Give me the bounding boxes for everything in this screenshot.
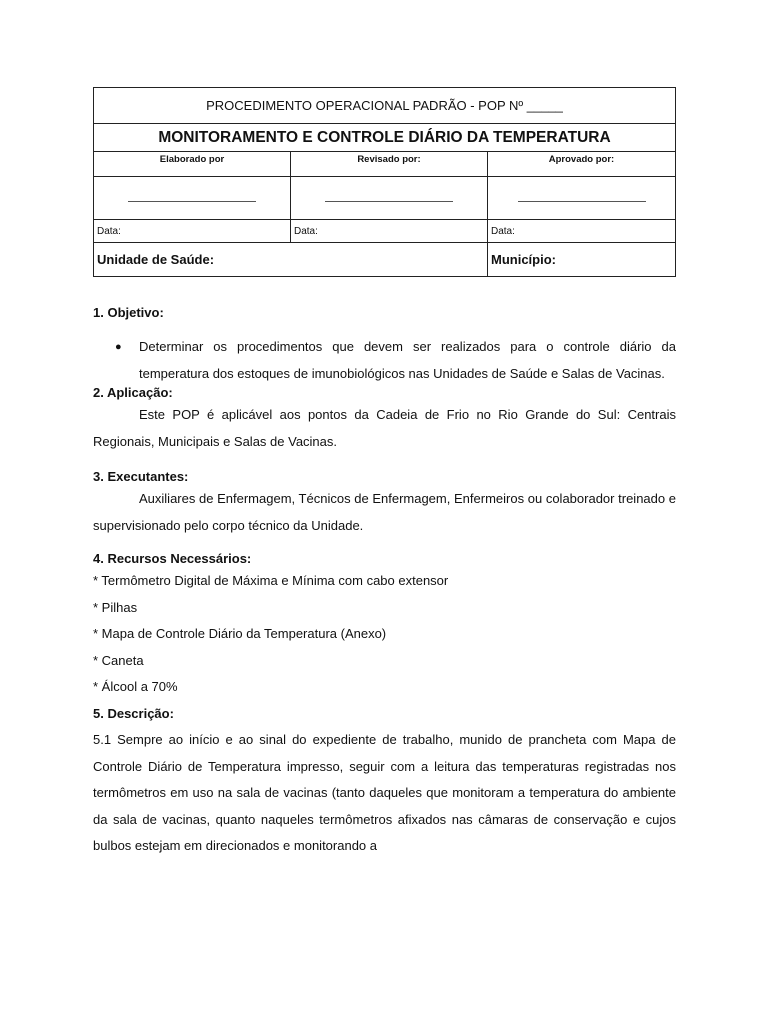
section-5-text: 5.1 Sempre ao início e ao sinal do expediente de trabalho, munido de prancheta com Mapa de Controle Diário de Temperatura impresso, seguir com a leitura das temperaturas registradas nos termômetros em uso na sala de vacinas (tanto daqueles que monitoram a temperatura do ambiente da sala de vacinas, quanto naqueles termômetros afixados nas câmaras de conservação e cujos bulbos estejam em direcionados e monitorando a: [93, 732, 676, 853]
revisado-signature-line: [291, 177, 488, 220]
bullet-icon: ●: [115, 341, 122, 353]
municipio-label: Município:: [488, 243, 676, 277]
data-label-3: Data:: [488, 220, 676, 243]
elaborado-signature-line: [94, 177, 291, 220]
aprovado-signature-line: [488, 177, 676, 220]
main-title: MONITORAMENTO E CONTROLE DIÁRIO DA TEMPERATURA: [94, 124, 676, 152]
list-item: * Álcool a 70%: [93, 679, 178, 694]
list-item: * Mapa de Controle Diário da Temperatura (Anexo): [93, 626, 387, 641]
section-1-title: 1. Objetivo:: [93, 305, 164, 320]
aprovado-label: Aprovado por:: [488, 152, 676, 177]
section-3-title: 3. Executantes:: [93, 469, 189, 484]
data-label-1: Data:: [94, 220, 291, 243]
document-body: [93, 305, 676, 860]
objective-text: Determinar os procedimentos que devem ser realizados para o controle diário da temperatura dos estoques de imunobiológicos nas Unidades de Saúde e Salas de Vacinas.: [139, 339, 676, 381]
unidade-label: Unidade de Saúde:: [94, 243, 488, 277]
section-4-title: 4. Recursos Necessários:: [93, 551, 252, 566]
data-label-2: Data:: [291, 220, 488, 243]
list-item: * Pilhas: [93, 599, 138, 615]
header-table: [93, 87, 676, 277]
pop-title: PROCEDIMENTO OPERACIONAL PADRÃO - POP Nº _____: [94, 88, 676, 124]
list-item: * Caneta: [93, 652, 144, 668]
section-2-title: 2. Aplicação:: [93, 385, 173, 400]
list-item: [93, 334, 676, 387]
section-2-text: Este POP é aplicável aos pontos da Cadeia de Frio no Rio Grande do Sul: Centrais Regionais, Municipais e Salas de Vacinas.: [93, 407, 676, 449]
section-3-text: Auxiliares de Enfermagem, Técnicos de Enfermagem, Enfermeiros ou colaborador treinado e supervisionado pelo corpo técnico da Unidade.: [93, 491, 676, 533]
elaborado-label: Elaborado por: [94, 152, 291, 177]
list-item: * Termômetro Digital de Máxima e Mínima com cabo extensor: [93, 573, 449, 588]
revisado-label: Revisado por:: [291, 152, 488, 177]
section-5-title: 5. Descrição:: [93, 705, 174, 721]
